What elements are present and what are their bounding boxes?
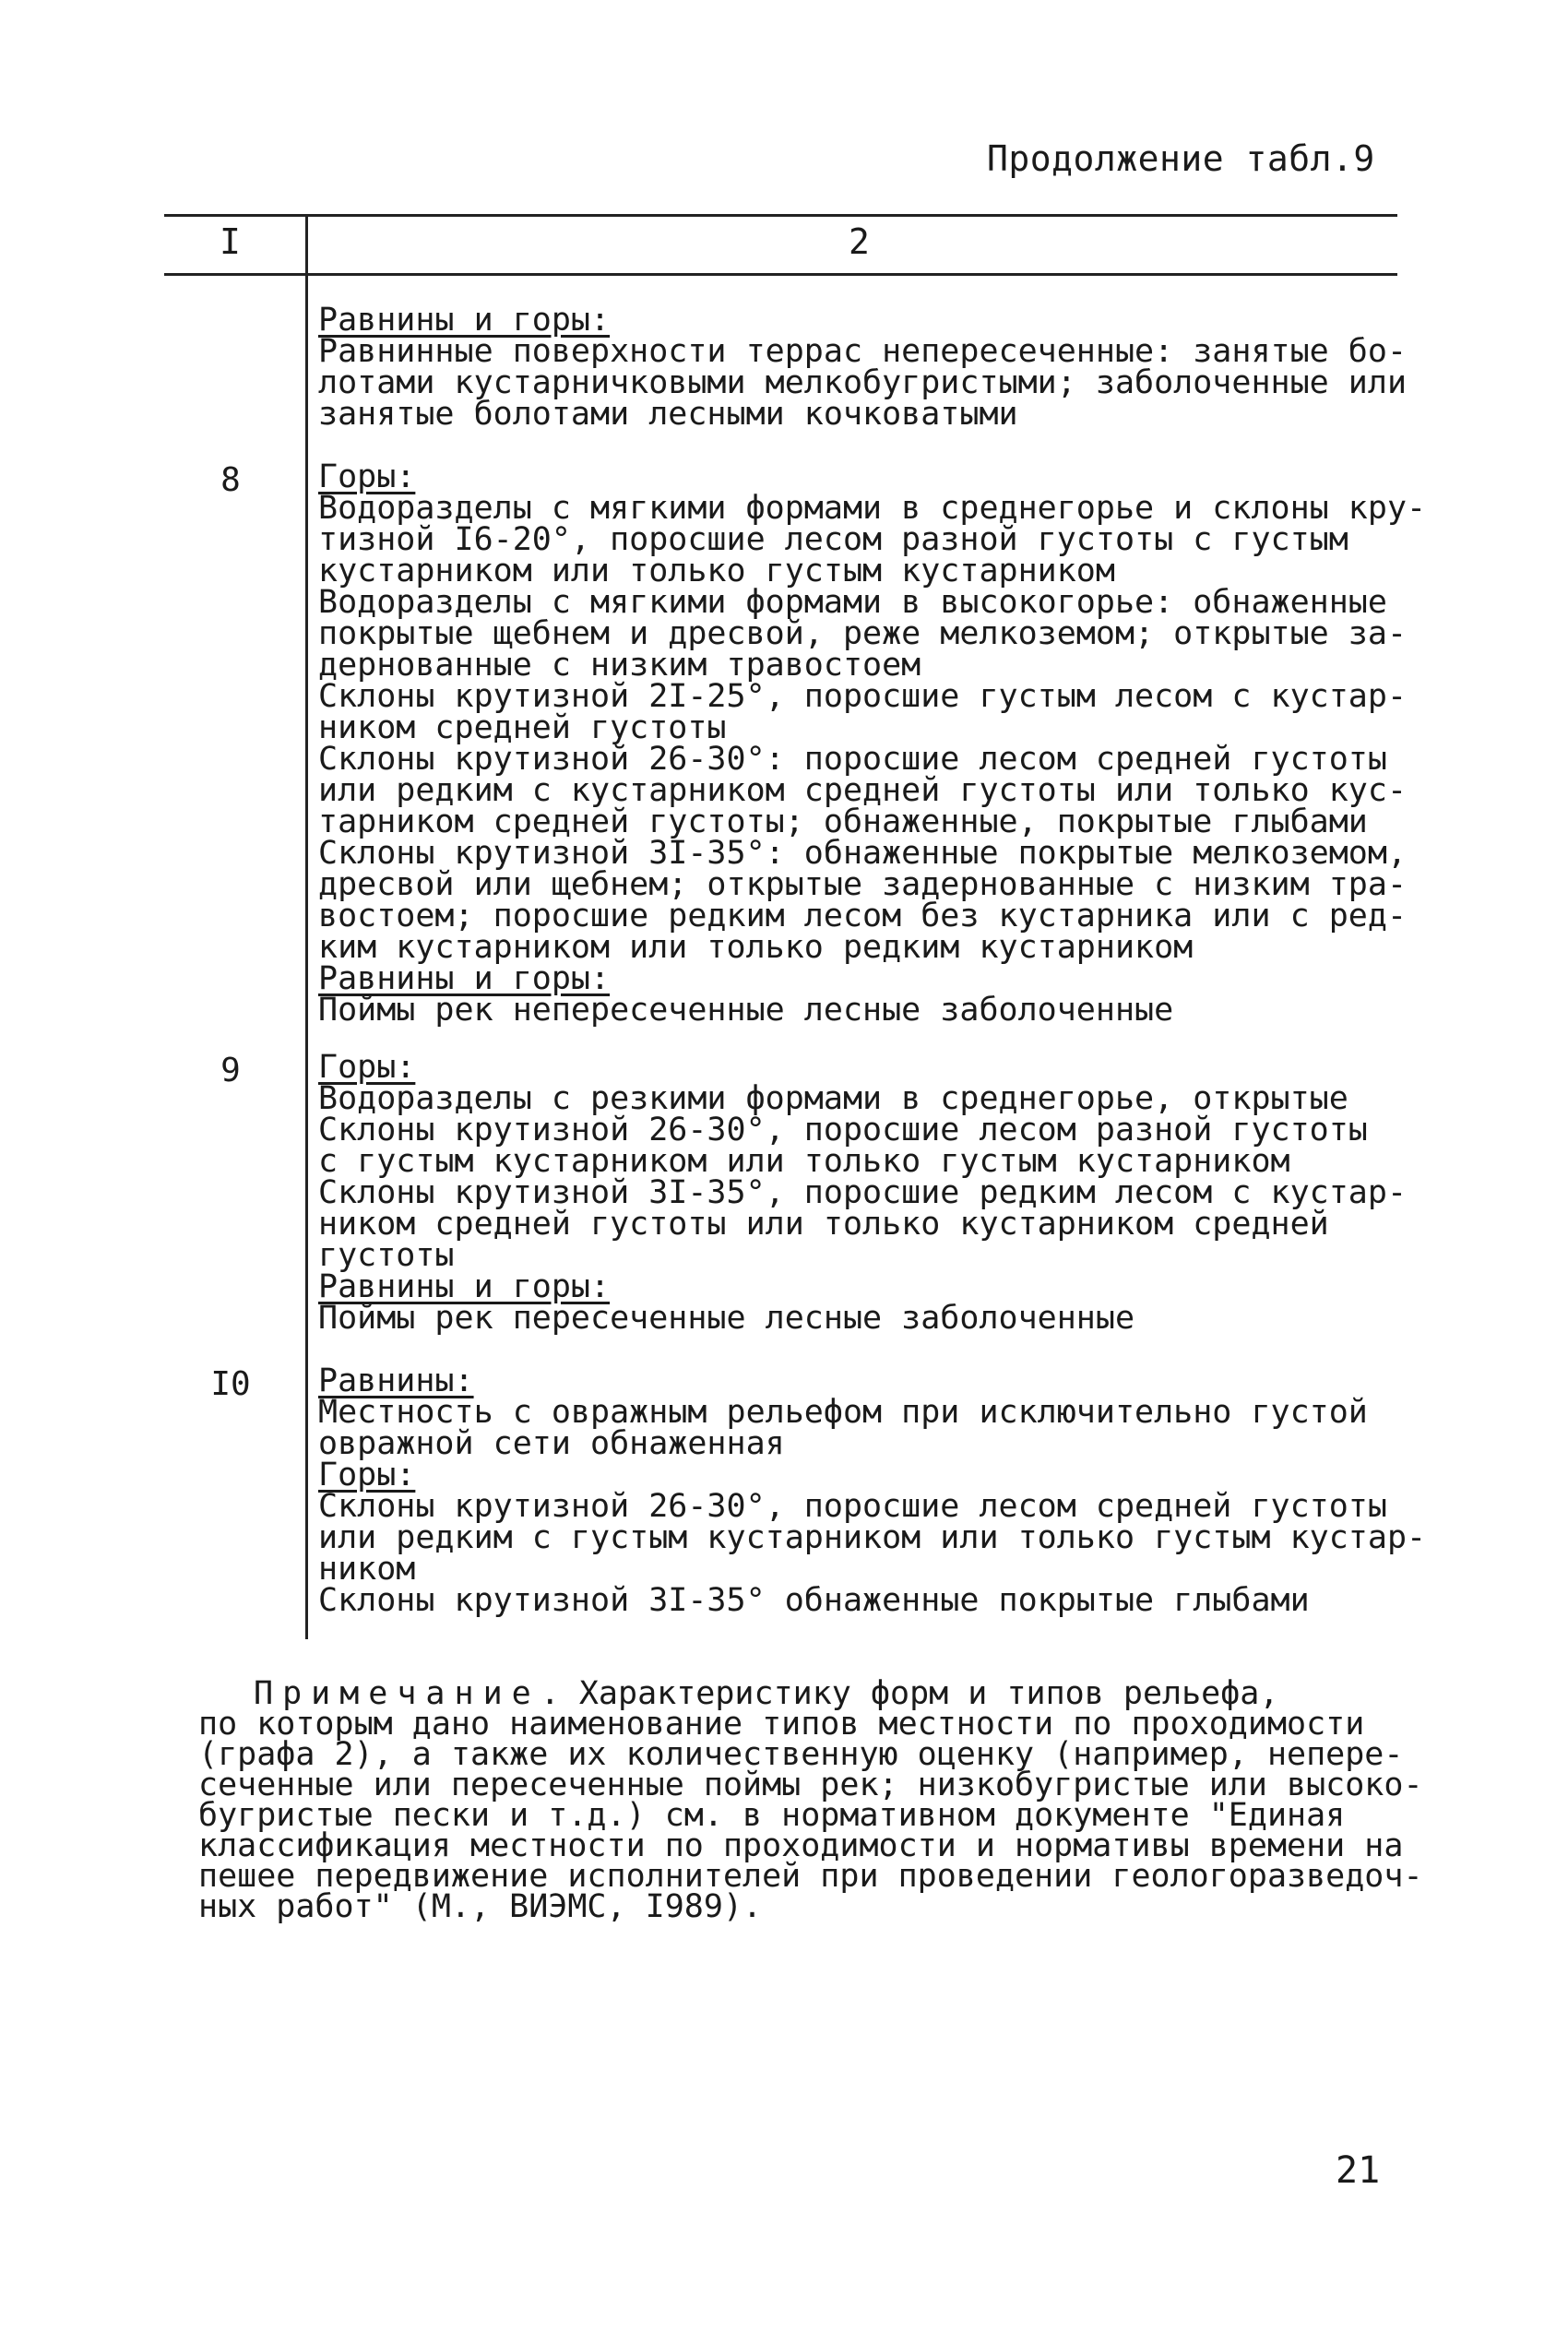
row-text-line: или редким с густым кустарником или только густым кустар- (318, 1519, 1427, 1556)
table-top-rule (164, 214, 1397, 217)
row-heading: Горы: (318, 458, 416, 495)
note-label: Примечание (254, 1675, 540, 1712)
row-heading: Горы: (318, 1049, 416, 1086)
row-text-line: Склоны крутизной 26-30°, поросшие лесом разной густоты (318, 1112, 1368, 1148)
row-heading: Горы: (318, 1457, 416, 1493)
row-text-line: или редким с кустарником средней густоты или только кус- (318, 772, 1408, 809)
row-text-line: с густым кустарником или только густым кустарником (318, 1143, 1290, 1180)
column-header-1: I (220, 221, 241, 262)
table-row-cell (318, 302, 1425, 433)
note-line: классификация местности по проходимости и нормативы времени на (198, 1827, 1404, 1864)
row-heading: Равнины и горы: (318, 1268, 611, 1305)
row-text-line: Склоны крутизной 3I-35° обнаженные покрытые глыбами (318, 1582, 1310, 1619)
row-text-line: тарником средней густоты; обнаженные, покрытые глыбами (318, 803, 1368, 840)
row-text-line: дернованные с низким травостоем (318, 647, 921, 684)
row-heading: Равнины и горы: (318, 302, 611, 339)
row-number: 9 (220, 1052, 241, 1089)
row-text-line: ником средней густоты (318, 709, 727, 746)
note-line: сеченные или пересеченные поймы рек; низкобугристые или высоко- (198, 1767, 1423, 1803)
row-text-line: Местность с овражным рельефом при исключительно густой (318, 1394, 1368, 1431)
row-text-line: Поймы рек непересеченные лесные заболоченные (318, 992, 1174, 1029)
row-text-line: Склоны крутизной 3I-35°: обнаженные покрытые мелкоземом, (318, 835, 1408, 872)
row-text-line: Склоны крутизной 26-30°, поросшие лесом средней густоты (318, 1488, 1387, 1525)
table-row-cell (318, 1049, 1425, 1337)
row-number: 8 (220, 461, 241, 499)
row-number: I0 (210, 1365, 251, 1403)
note-first-line-text: . Характеристику форм и типов рельефа, (540, 1675, 1279, 1712)
row-text-line: овражной сети обнаженная (318, 1425, 785, 1462)
table-column-divider (305, 214, 308, 1639)
row-text-line: Водоразделы с мягкими формами в высокогорье: обнаженные (318, 584, 1387, 621)
row-heading: Равнины и горы: (318, 960, 611, 997)
row-text-line: Водоразделы с резкими формами в среднегорье, открытые (318, 1080, 1348, 1117)
footnote (198, 1675, 1423, 1925)
row-text-line: Склоны крутизной 3I-35°, поросшие редким лесом с кустар- (318, 1174, 1408, 1211)
row-text-line: Склоны крутизной 26-30°: поросшие лесом средней густоты (318, 741, 1387, 778)
note-line: по которым дано наименование типов местности по проходимости (198, 1706, 1365, 1743)
table-row-cell (318, 1362, 1427, 1619)
table-header-rule (164, 273, 1397, 276)
row-text-line: Поймы рек пересеченные лесные заболоченные (318, 1300, 1135, 1337)
note-line: пешее передвижение исполнителей при проведении геологоразведоч- (198, 1858, 1423, 1895)
row-text-line: тизной I6-20°, поросшие лесом разной густоты с густым (318, 521, 1348, 558)
note-line: бугристые пески и т.д.) см. в нормативном документе "Единая (198, 1797, 1346, 1834)
row-text-line: ким кустарником или только редким кустарником (318, 929, 1194, 966)
table-row-cell (318, 458, 1427, 1029)
note-line: (графа 2), а также их количественную оценку (например, непере- (198, 1736, 1404, 1773)
note-line: ных работ" (М., ВИЭМС, I989). (198, 1888, 763, 1925)
row-text-line: густоты (318, 1237, 455, 1274)
row-text-line: покрытые щебнем и дресвой, реже мелкоземом; открытые за- (318, 615, 1408, 652)
row-text-line: востоем; поросшие редким лесом без кустарника или с ред- (318, 898, 1408, 934)
row-text-line: ником (318, 1551, 416, 1588)
row-heading: Равнины: (318, 1362, 474, 1399)
table-caption: Продолжение табл.9 (987, 138, 1375, 179)
column-header-2: 2 (849, 221, 870, 262)
row-text-line: дресвой или щебнем; открытые задернованные с низким тра- (318, 866, 1408, 903)
page-number: 21 (1336, 2149, 1381, 2192)
row-text-line: кустарником или только густым кустарником (318, 553, 1115, 589)
row-text-line: ником средней густоты или только кустарником средней (318, 1206, 1329, 1243)
row-text-line: лотами кустарничковыми мелкобугристыми; заболоченные или (318, 364, 1408, 401)
row-text-line: занятые болотами лесными кочковатыми (318, 396, 1018, 433)
row-text-line: Водоразделы с мягкими формами в среднегорье и склоны кру- (318, 490, 1427, 527)
row-text-line: Равнинные поверхности террас непересеченные: занятые бо- (318, 333, 1408, 370)
row-text-line: Склоны крутизной 2I-25°, поросшие густым лесом с кустар- (318, 678, 1408, 715)
